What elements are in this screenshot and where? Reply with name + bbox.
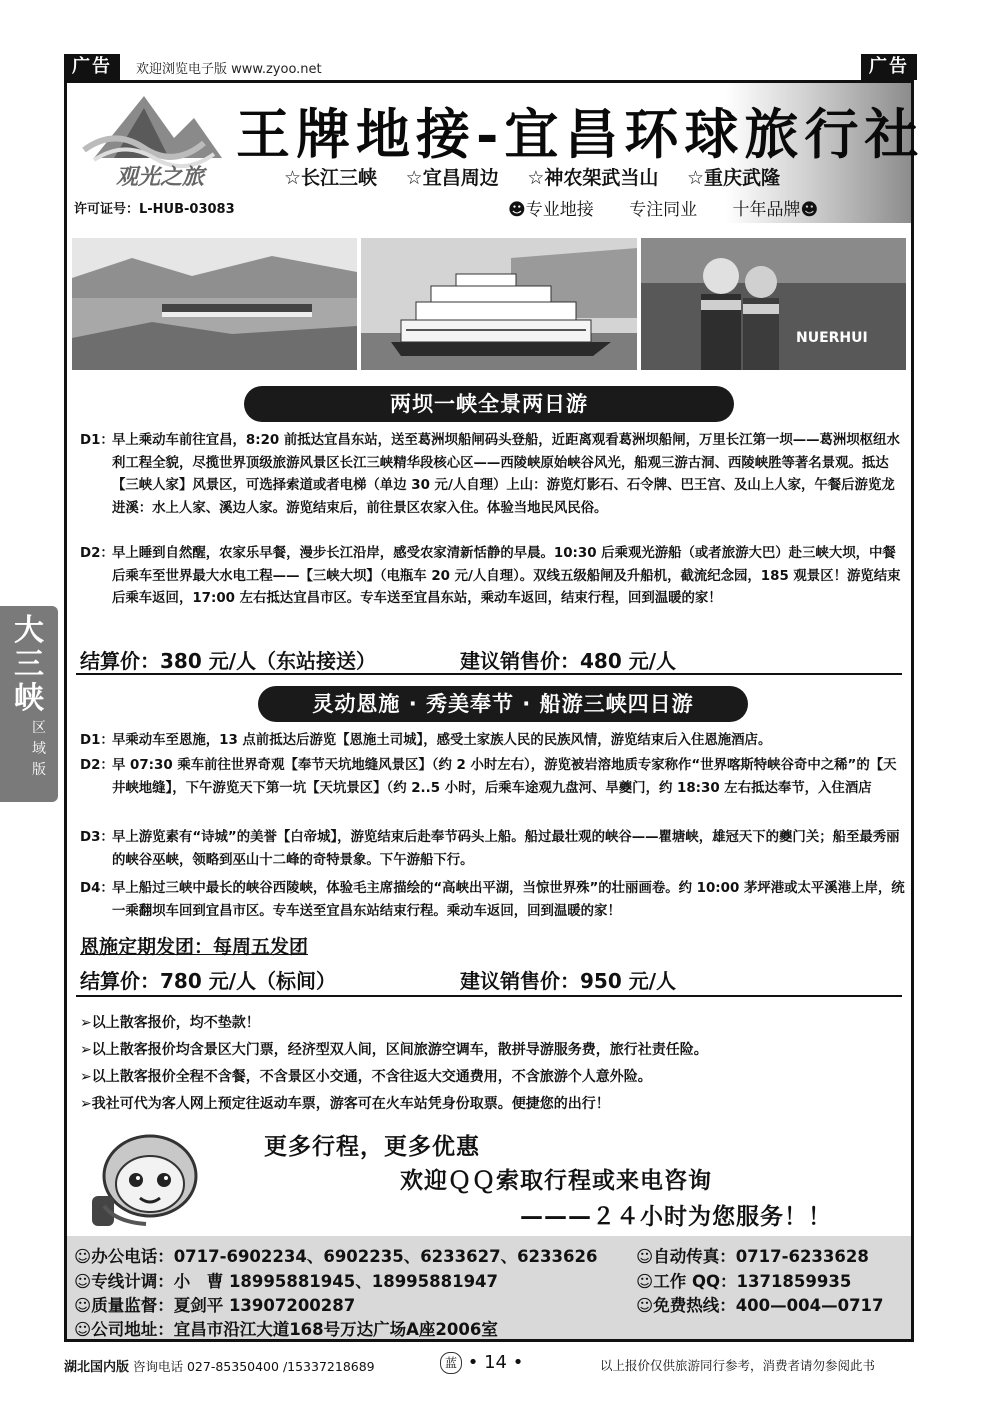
quality-supervisor: ☺质量监督：夏剑平 13907200287 — [74, 1296, 356, 1315]
free-hotline: ☺免费热线：400—004—0717 — [636, 1296, 884, 1315]
ad-tag-left: 广告 — [64, 54, 120, 80]
page-num-text: • 14 • — [467, 1352, 524, 1373]
dam-photo — [72, 238, 357, 370]
settle-price: 结算价：780 元/人（标间） — [80, 969, 337, 993]
line-planner: ☺专线计调：小 曹 18995881945、18995881947 — [74, 1272, 499, 1291]
license-number: 许可证号：L-HUB-03083 — [74, 202, 235, 217]
day-text: 早上船过三峡中最长的峡谷西陵峡，体验毛主席描绘的“高峡出平湖，当惊世界殊”的壮丽画卷。约 10:00 茅坪港或太平溪港上岸，统一乘翻坝车回到宜昌市区。专车送至宜昌东站结束行程。乘动车返回，回到温暖的家！ — [112, 881, 905, 919]
slogan-item: 专注同业 — [629, 200, 698, 220]
day-label: D3： — [80, 830, 114, 845]
departure-schedule: 恩施定期发团：每周五发团 — [80, 936, 309, 958]
region-side-tab — [0, 606, 58, 802]
work-qq: ☺工作 QQ：1371859935 — [636, 1272, 852, 1291]
ethnic-dancers-photo — [641, 238, 906, 370]
day-label: D2： — [80, 546, 114, 561]
divider — [76, 673, 902, 675]
edition-label: 湖北国内版 — [64, 1360, 130, 1375]
day-text: 早上睡到自然醒，农家乐早餐，漫步长江沿岸，感受农家清新恬静的早晨。10:30 后乘观光游船（或者旅游大巴）赴三峡大坝，中餐后乘车至世界最大水电工程——【三峡大坝】（电瓶车 20 元/人自理）。双线五级船闸及升船机，截流纪念园，185 观景区！游览结束后乘车返回，17:00 左右抵达宜昌市区。专车送至宜昌东站，乘动车返回，结束行程，回到温暖的家！ — [112, 546, 901, 606]
tour1-price-row — [80, 645, 677, 674]
route-list — [284, 163, 802, 190]
suggest-price: 建议销售价：950 元/人 — [460, 969, 677, 993]
tour1-title: 两坝一峡全景两日游 — [244, 386, 734, 422]
settle-price: 结算价：380 元/人（东站接送） — [80, 649, 377, 673]
tour2-price-row — [80, 965, 677, 994]
mascot-phone-icon — [86, 1126, 206, 1232]
note-item: ➢以上散客报价全程不含餐，不含景区小交通，不含往返大交通费用，不含旅游个人意外险。 — [80, 1069, 652, 1085]
divider — [76, 995, 902, 997]
day-label: D1： — [80, 433, 114, 448]
promo-line2: 欢迎ＱＱ索取行程或来电咨询 — [400, 1168, 712, 1194]
footer-left — [64, 1356, 375, 1375]
day-text: 早乘动车至恩施，13 点前抵达后游览【恩施土司城】，感受土家族人民的民族风情，游览结束后入住恩施酒店。 — [112, 733, 772, 748]
route-item: ☆神农架武当山 — [527, 167, 659, 189]
office-phone: ☺办公电话：0717-6902234、6902235、6233627、6233626 — [74, 1247, 598, 1266]
footer-disclaimer: 以上报价仅供旅游同行参考，消费者请勿参阅此书 — [600, 1358, 876, 1373]
route-item: ☆长江三峡 — [284, 167, 378, 189]
ad-tag-right: 广告 — [861, 54, 917, 80]
side-tab-title: 大三峡 — [14, 613, 44, 716]
slogan-list — [508, 195, 848, 220]
route-item: ☆重庆武隆 — [687, 167, 781, 189]
page-title: 王牌地接-宜昌环球旅行社 — [236, 102, 925, 166]
fax-number: ☺自动传真：0717-6233628 — [636, 1247, 869, 1266]
side-tab-subtitle: 区域版 — [32, 720, 46, 778]
note-item: ➢以上散客报价，均不垫款！ — [80, 1015, 260, 1031]
company-address: ☺公司地址：宜昌市沿江大道168号万达广场A座2006室 — [74, 1320, 498, 1339]
note-item: ➢我社可代为客人网上预定往返动车票，游客可在火车站凭身份取票。便捷您的出行！ — [80, 1096, 610, 1112]
day-label: D2： — [80, 758, 114, 773]
cruise-ship-photo — [361, 238, 637, 370]
day-label: D1： — [80, 733, 114, 748]
suggest-price: 建议销售价：480 元/人 — [460, 649, 677, 673]
top-url[interactable]: 欢迎浏览电子版 www.zyoo.net — [136, 62, 322, 77]
photo-caption: NUERHUI — [796, 330, 868, 346]
tour2-title: 灵动恩施 · 秀美奉节 · 船游三峡四日游 — [258, 686, 748, 722]
day-text: 早上乘动车前往宜昌，8:20 前抵达宜昌东站，送至葛洲坝船闸码头登船，近距离观看葛洲坝船闸，万里长江第一坝——葛洲坝枢纽水利工程全貌，尽揽世界顶级旅游风景区长江三峡精华段核心区——西陵峡原始峡谷风光，船观三游古洞、西陵峡胜等著名景观。抵达【三峡人家】风景区，可选择索道或者电梯（单边 30 元/人自理）上山：游览灯影石、石令牌、巴王宫、及山上人家，午餐后游览龙进溪：水上人家、溪边人家。游览结束后，前往景区农家入住。体验当地民风民俗。 — [112, 433, 900, 516]
day-label: D4： — [80, 881, 114, 896]
page-number — [440, 1352, 523, 1374]
logo-text: 观光之旅 — [115, 164, 204, 190]
note-item: ➢以上散客报价均含景区大门票，经济型双人间，区间旅游空调车，散拼导游服务费，旅行社责任险。 — [80, 1042, 708, 1058]
slogan-item: ☻专业地接 — [508, 200, 594, 220]
hotline-text: 咨询电话 027-85350400 /15337218689 — [133, 1359, 375, 1374]
page-badge: 蓝 — [440, 1352, 462, 1374]
promo-line1: 更多行程，更多优惠 — [264, 1134, 480, 1160]
route-item: ☆宜昌周边 — [405, 167, 499, 189]
promo-line3: ———２４小时为您服务！！ — [520, 1204, 832, 1230]
slogan-item: 十年品牌☻ — [732, 200, 819, 220]
day-text: 早 07:30 乘车前往世界奇观【奉节天坑地缝风景区】（约 2 小时左右），游览被岩溶地质专家称作“世界喀斯特峡谷奇中之稀”的【天井峡地缝】，下午游览天下第一坑【天坑景区】（约 2..5 小时，后乘车途观九盘河、旱夔门，约 18:30 左右抵达奉节，入住酒店 — [112, 758, 897, 796]
day-text: 早上游览素有“诗城”的美誉【白帝城】，游览结束后赴奉节码头上船。船过最壮观的峡谷——瞿塘峡，雄冠天下的夔门关；船至最秀丽的峡谷巫峡，领略到巫山十二峰的奇特景象。下午游船下行。 — [112, 830, 900, 868]
